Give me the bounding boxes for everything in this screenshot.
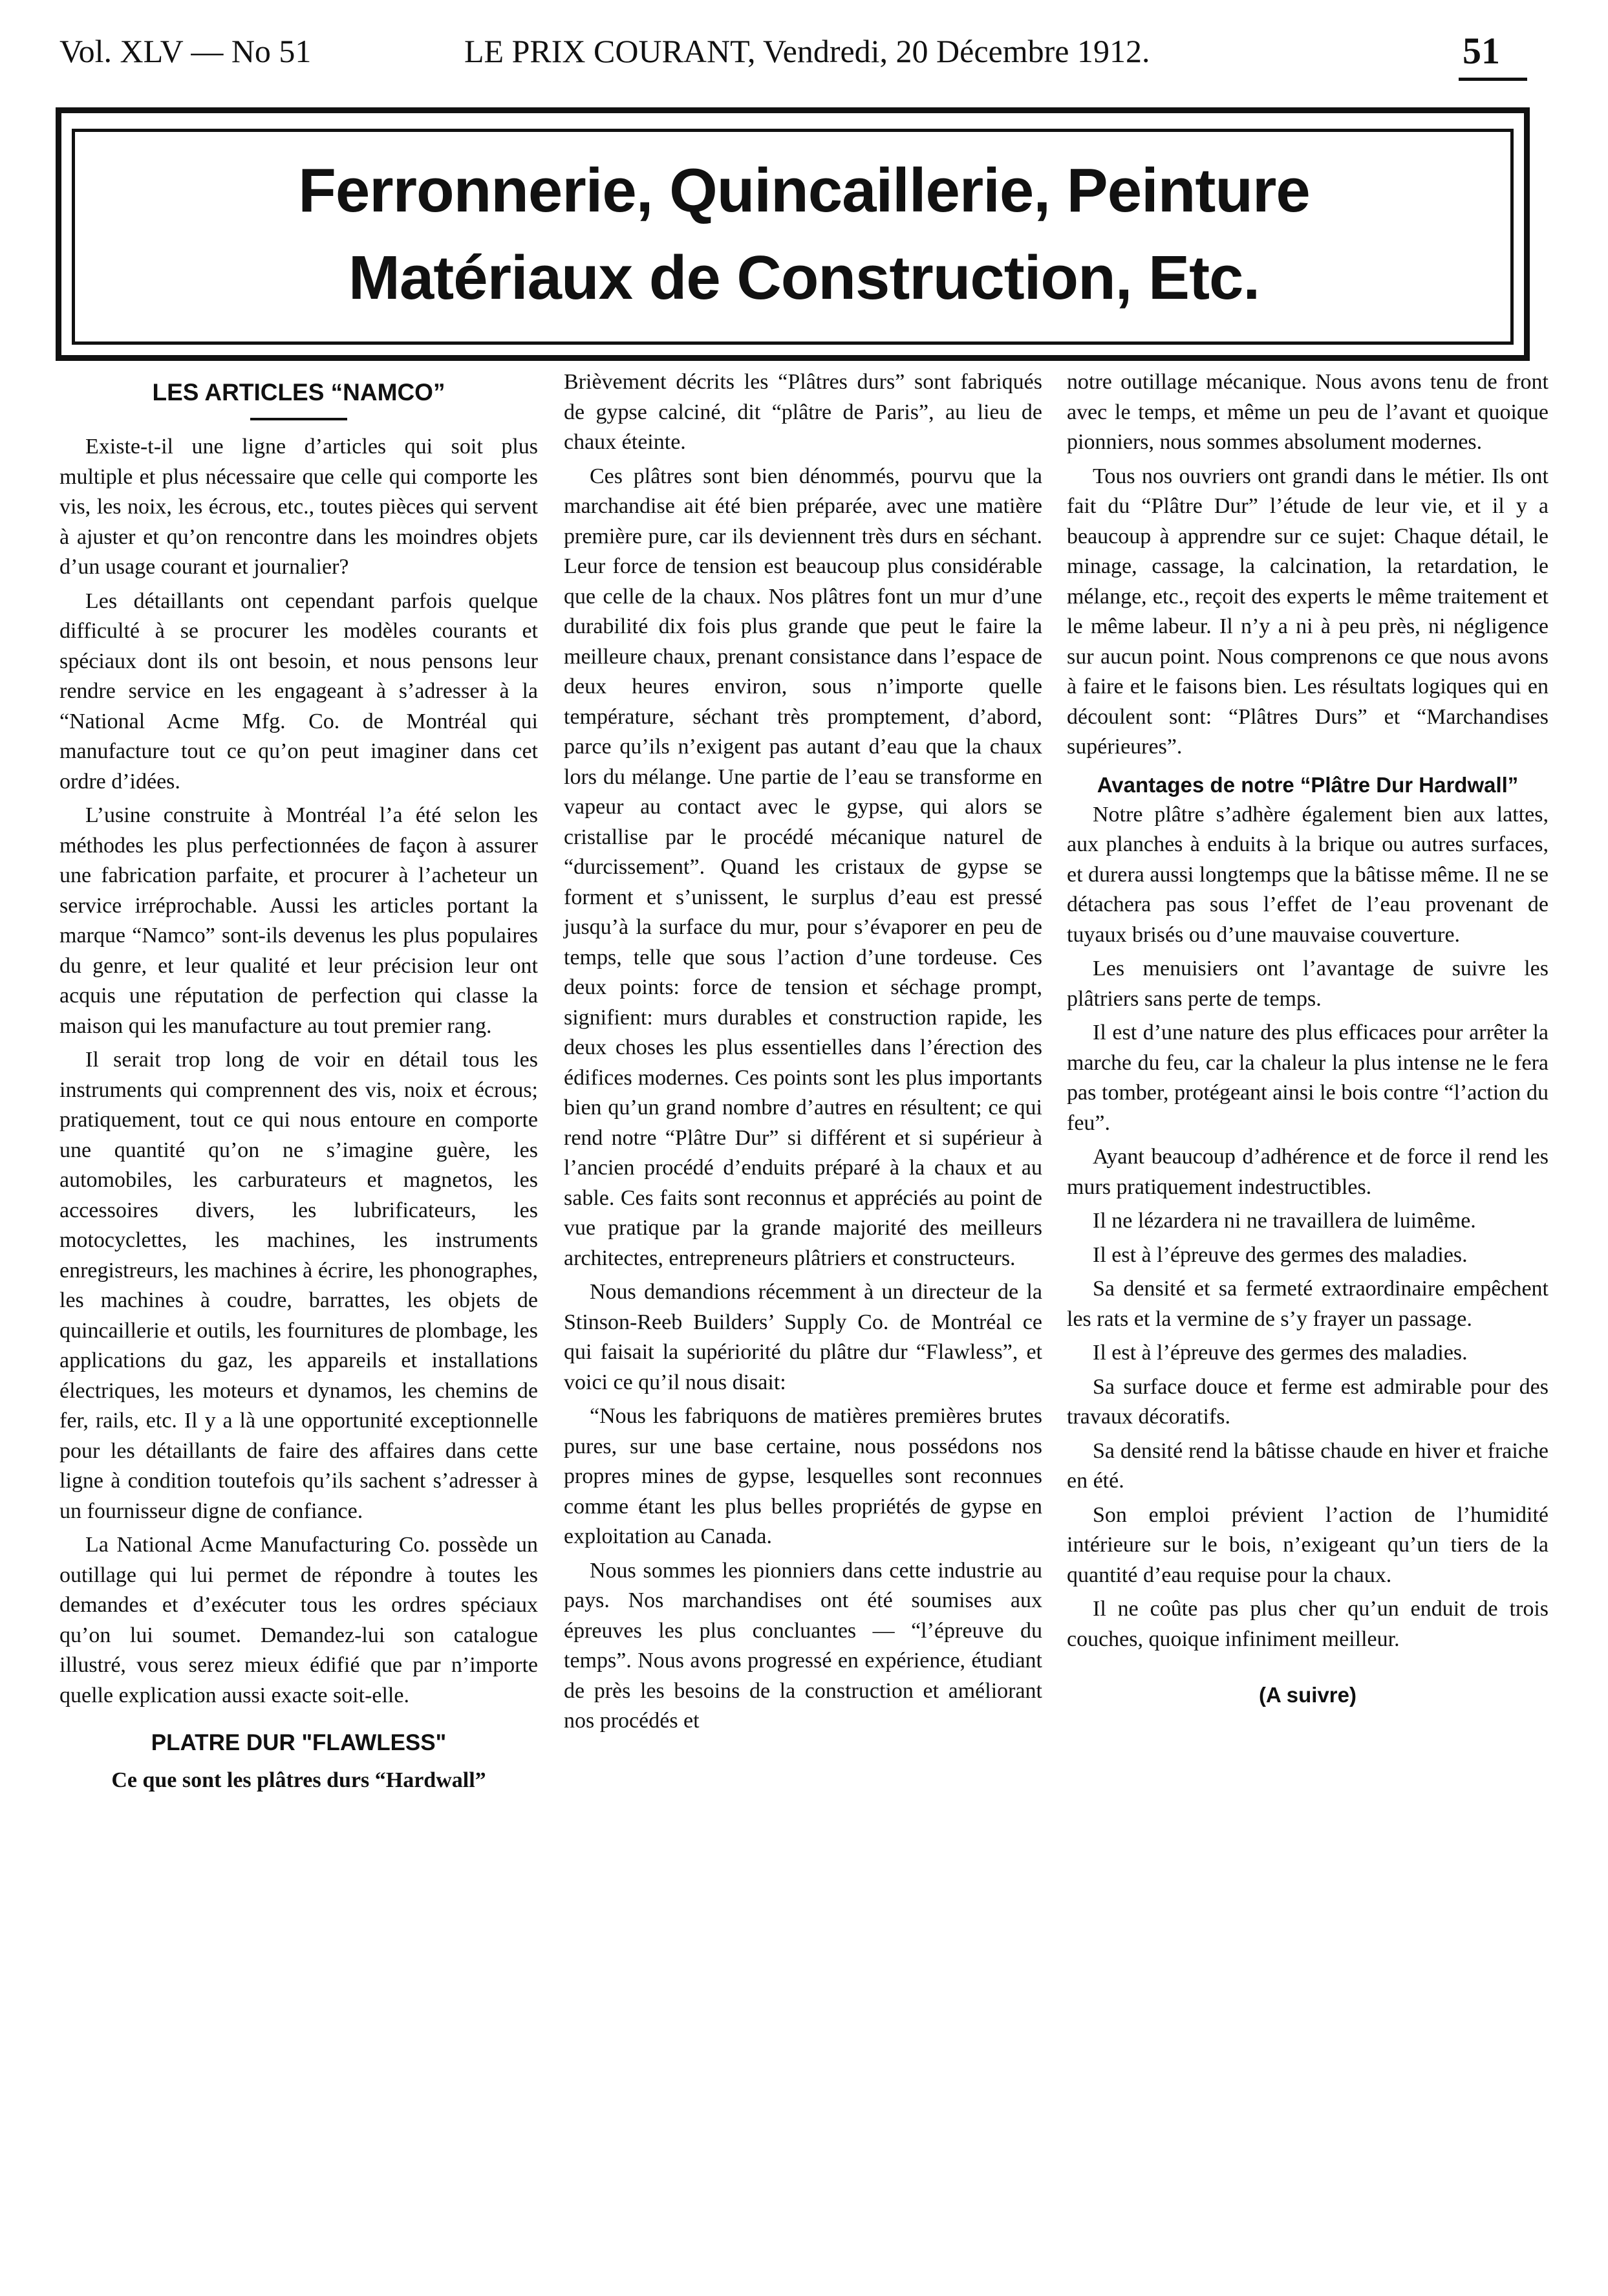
section-banner [56, 107, 1530, 361]
paragraph: Son emploi prévient l’action de l’humidité intérieure sur le bois, n’exigeant qu’un tiers de la quantité d’eau requise pour la chaux. [1067, 1502, 1549, 1587]
paragraph: Existe-t-il une ligne d’articles qui soit plus multiple et plus nécessaire que celle qui comporte les vis, les noix, les écrous, etc., toutes pièces qui servent à ajuster et qu’on rencontre dans les moindres objets d’un usage courant et journalier? [59, 435, 538, 579]
paragraph: Nous demandions récemment à un directeur de la Stinson-Reeb Builders’ Supply Co. de Montréal ce qui faisait la supériorité du plâtre dur “Flawless”, et voici ce qu’il nous disait: [564, 1280, 1042, 1394]
paragraph: Ayant beaucoup d’adhérence et de force il rend les murs pratiquement indestructibles. [1067, 1145, 1549, 1199]
paragraph: Sa surface douce et ferme est admirable pour des travaux décoratifs. [1067, 1374, 1549, 1429]
paragraph: La National Acme Manufacturing Co. possède un outillage qui lui permet de répondre à toutes les demandes et d’exécuter tous les ordres spéciaux qu’on lui soumet. Demandez-lui son catalogue illustré, vous serez mieux édifié que par n’importe quelle explication aussi exacte soit-elle. [59, 1533, 538, 1707]
paragraph: Il ne lézardera ni ne travaillera de luimême. [1093, 1209, 1476, 1233]
paragraph: Il est à l’épreuve des germes des maladies. [1093, 1242, 1468, 1267]
page-number: 51 [1463, 30, 1500, 72]
paragraph: Sa densité rend la bâtisse chaude en hiver et fraiche en été. [1067, 1438, 1549, 1493]
paragraph: L’usine construite à Montréal l’a été selon les méthodes les plus perfectionnées de façon à assurer une fabrication parfaite, et procurer à l’acheteur un service irréprochable. Aussi les articles portant la marque “Namco” sont-ils devenus les plus populaires du genre, et leur qualité et leur précision leur ont acquis une réputation de perfection qui classe la maison qui les manufacture au tout premier rang. [59, 803, 538, 1038]
paragraph: Il serait trop long de voir en détail tous les instruments qui comprennent des vis, noix et écrous; pratiquement, tout ce qui nous entoure en comporte une quantité qu’on ne s’imagine guère, les automobiles, les carburateurs et magnetos, les accessoires divers, les lubrificateurs, les motocyclettes, les machines, les instruments enregistreurs, les machines à écrire, les phonographes, les machines à coudre, barrattes, les objets de quincaillerie et outils, les fournitures de plombage, les applications du gaz, les appareils et installations électriques, les moteurs et dynamos, les chemins de fer, rails, etc. Il y a là une opportunité exceptionnelle pour les détaillants de faire des affaires dans cette ligne à condition toutefois qu’ils sachent s’adresser à un fournisseur digne de confiance. [59, 1048, 538, 1523]
page-number-underline [1459, 78, 1527, 81]
column-3 [1067, 367, 1549, 1711]
paragraph: Les détaillants ont cependant parfois quelque difficulté à se procurer les modèles courants et spéciaux dont ils ont besoin, et nous pensons leur rendre service en les engageant à s’adresser à la “National Acme Mfg. Co. de Montréal qui manufacture tout ce qu’on peut imaginer dans cet ordre d’idées. [59, 589, 538, 794]
volume-number: Vol. XLV — No 51 [59, 33, 312, 69]
publication-date-line: LE PRIX COURANT, Vendredi, 20 Décembre 1912. [464, 33, 1150, 69]
paragraph: Nous sommes les pionniers dans cette industrie au pays. Nos marchandises ont été soumises aux épreuves les plus concluantes — “l’épreuve du temps”. Nous avons progressé en expérience, étudiant de près les besoins de la construction et améliorant nos procédés et [564, 1558, 1042, 1733]
to-be-continued: (A suivre) [1259, 1683, 1356, 1707]
paragraph: Tous nos ouvriers ont grandi dans le métier. Ils ont fait du “Plâtre Dur” l’étude de leur vie, et il y a beaucoup à apprendre sur ce sujet: Chaque détail, le minage, cassage, la calcination, la retardation, le mélange, etc., reçoit des experts le même traitement et le même labeur. Il n’y a ni à peu près, ni négligence sur aucun point. Nous comprenons ce que nous avons à faire et le faisons bien. Les résultats logiques qui en découlent sont: “Plâtres Durs” et “Marchandises supérieures”. [1067, 464, 1549, 759]
paragraph: Il ne coûte pas plus cher qu’un enduit de trois couches, quoique infiniment meilleur. [1067, 1597, 1549, 1651]
section-title-line2: Matériaux de Construction, Etc. [348, 243, 1260, 312]
article-heading-advantages: Avantages de notre “Plâtre Dur Hardwall” [1097, 772, 1519, 797]
paragraph: Il est d’une nature des plus efficaces pour arrêter la marche du feu, car la chaleur la plus intense ne le fera pas tomber, protégeant ainsi le bois contre “l’action du feu”. [1067, 1021, 1549, 1135]
paragraph: Il est à l’épreuve des germes des maladies. [1093, 1341, 1468, 1365]
paragraph: Brièvement décrits les “Plâtres durs” sont fabriqués de gypse calciné, dit “plâtre de Paris”, au lieu de chaux éteinte. [564, 370, 1042, 454]
article-heading-flawless: PLATRE DUR "FLAWLESS" [151, 1730, 447, 1755]
paragraph: notre outillage mécanique. Nous avons tenu de front avec le temps, et même un peu de l’avant et quoique pionniers, nous sommes absolument modernes. [1067, 370, 1549, 454]
paragraph: Sa densité et sa fermeté extraordinaire empêchent les rats et la vermine de s’y frayer un passage. [1067, 1277, 1549, 1331]
paragraph: “Nous les fabriquons de matières premières brutes pures, sur une base certaine, nous possédons nos propres mines de gypse, lesquelles sont reconnues comme étant les plus belles propriétés de gypse en exploitation au Canada. [564, 1404, 1042, 1548]
paragraph: Notre plâtre s’adhère également bien aux lattes, aux planches à enduits à la brique ou autres surfaces, et durera aussi longtemps que la bâtisse même. Il ne se détachera pas sous l’effet de l’eau provenant de tuyaux brisés ou d’une mauvaise couverture. [1067, 802, 1549, 947]
column-2 [564, 367, 1042, 1737]
paragraph: Les menuisiers ont l’avantage de suivre les plâtriers sans perte de temps. [1067, 957, 1549, 1011]
paragraph: Ces plâtres sont bien dénommés, pourvu que la marchandise ait été bien préparée, avec une matière première pure, car ils deviennent très durs en séchant. Leur force de tension est beaucoup plus considérable que celle de la chaux. Nos plâtres font un mur d’une durabilité dix fois plus grande que peut le faire la meilleure chaux, prenant consistance dans l’espace de deux heures environ, sous n’importe quelle température, séchant très promptement, d’abord, parce qu’ils n’exigent pas autant d’eau que la chaux lors du mélange. Une partie de l’eau se transforme en vapeur au contact avec le gypse, qui alors se cristallise par le procédé mécanique naturel de “durcissement”. Quand les cristaux de gypse se forment et s’unissent, le surplus d’eau est pressé jusqu’à la surface du mur, pour s’évaporer en peu de temps, telle que sous l’action d’une tordeuse. Ces deux points: force de tension et séchage prompt, signifient: murs durables et construction rapide, les deux choses les plus essentielles dans l’érection des édifices modernes. Ces points sont les plus importants bien qu’un grand nombre d’autres en résultent; ce qui rend notre “Plâtre Dur” si différent et si supérieur à l’ancien procédé d’enduits préparé à la chaux et au sable. Ces faits sont reconnus et appréciés au point de vue pratique par la grande majorité des meilleurs architectes, entrepreneurs plâtriers et constructeurs. [564, 464, 1042, 1270]
article-heading-namco: LES ARTICLES “NAMCO” [152, 379, 445, 406]
column-1 [59, 367, 538, 1800]
article-subheading-hardwall: Ce que sont les plâtres durs “Hardwall” [111, 1768, 486, 1792]
section-title-line1: Ferronnerie, Quincaillerie, Peinture [298, 156, 1310, 225]
heading-divider [250, 418, 347, 420]
